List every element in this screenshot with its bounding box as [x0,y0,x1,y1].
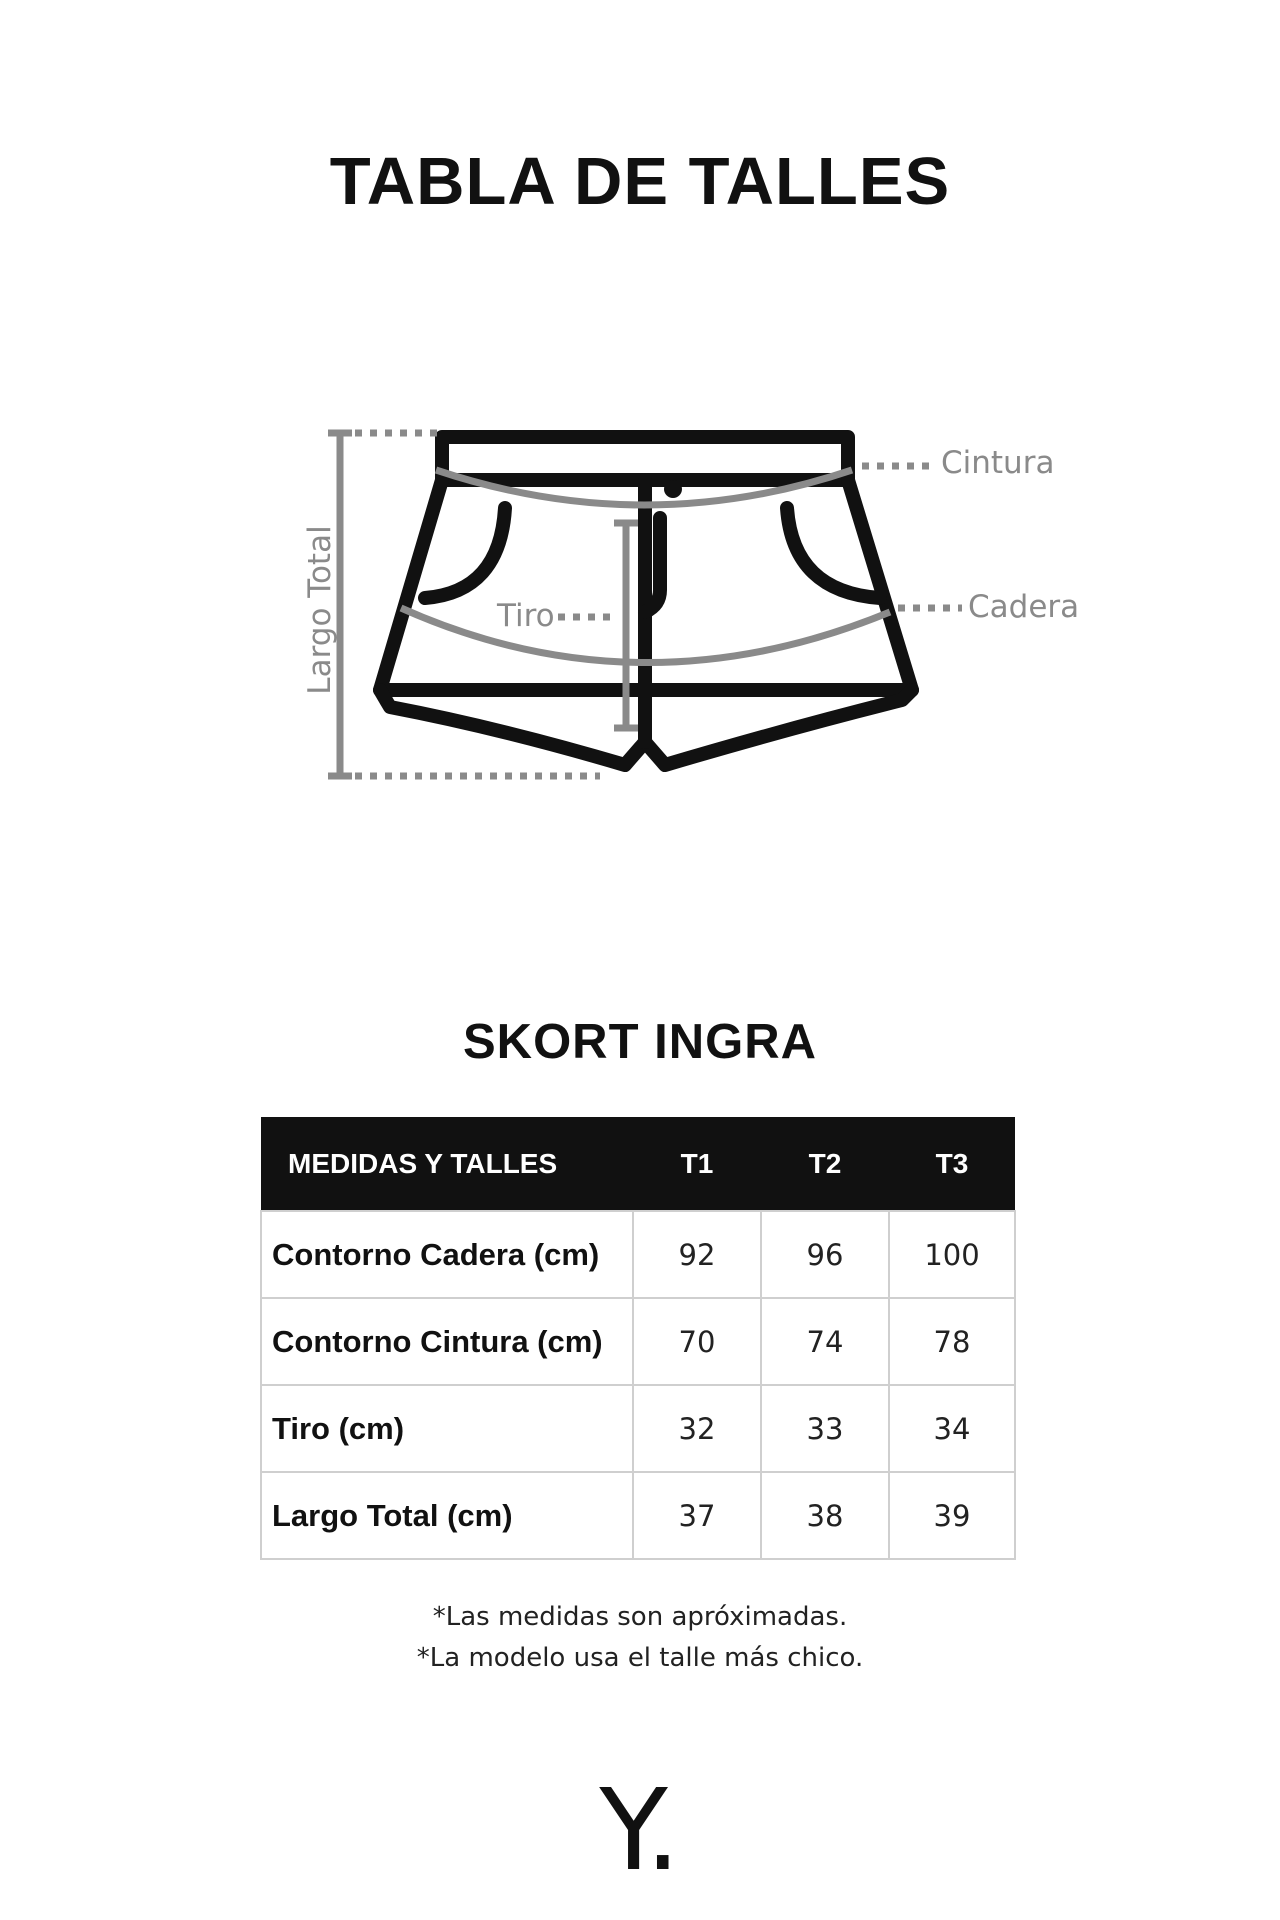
table-cell: 33 [761,1385,889,1472]
table-cell: 74 [761,1298,889,1385]
page-title: TABLA DE TALLES [329,144,951,219]
shorts-outline-icon [380,437,912,765]
note-approximate: *Las medidas son apróximadas. [432,1602,848,1632]
row-label-waist: Contorno Cintura (cm) [261,1298,633,1385]
table-row [261,1298,1015,1385]
table-cell: 92 [633,1211,761,1298]
table-cell: 32 [633,1385,761,1472]
column-header-measures: MEDIDAS Y TALLES [261,1117,633,1211]
waist-label: Cintura [941,445,1055,481]
shorts-measurement-diagram [0,0,1280,900]
table-cell: 39 [889,1472,1015,1559]
table-cell: 100 [889,1211,1015,1298]
table-cell: 96 [761,1211,889,1298]
note-model-size: *La modelo usa el talle más chico. [416,1643,864,1673]
size-table [260,1117,1016,1560]
brand-logo: Y. [599,1766,681,1896]
table-row [261,1385,1015,1472]
row-label-total-length: Largo Total (cm) [261,1472,633,1559]
product-title: SKORT INGRA [463,1015,817,1069]
table-row [261,1472,1015,1559]
row-label-rise: Tiro (cm) [261,1385,633,1472]
table-cell: 70 [633,1298,761,1385]
table-cell: 78 [889,1298,1015,1385]
rise-label: Tiro [497,598,555,634]
table-cell: 38 [761,1472,889,1559]
hip-label: Cadera [968,589,1080,625]
table-header-row [261,1117,1015,1211]
button-icon [664,480,682,498]
table-cell: 34 [889,1385,1015,1472]
column-header-t1: T1 [633,1117,761,1211]
total-length-label: Largo Total [302,525,338,695]
table-cell: 37 [633,1472,761,1559]
table-row [261,1211,1015,1298]
footnotes [0,1597,1280,1679]
column-header-t3: T3 [889,1117,1015,1211]
column-header-t2: T2 [761,1117,889,1211]
row-label-hip: Contorno Cadera (cm) [261,1211,633,1298]
